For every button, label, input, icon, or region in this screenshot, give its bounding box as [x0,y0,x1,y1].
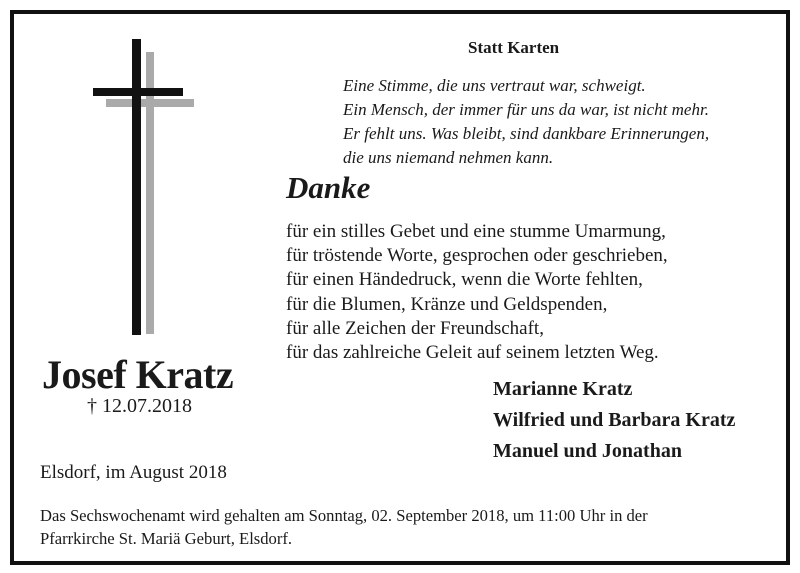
family-member: Marianne Kratz [493,378,633,400]
thanks-line: für die Blumen, Kränze und Geldspenden, [286,293,608,315]
family-member: Manuel und Jonathan [493,440,682,462]
thanks-line: für ein stilles Gebet und eine stumme Umarmung, [286,221,666,242]
notice-line: Das Sechswochenamt wird gehalten am Sonntag, 02. September 2018, um 11:00 Uhr in der [40,506,648,525]
poem-line: Er fehlt uns. Was bleibt, sind dankbare Erinnerungen, [343,124,710,143]
danke-heading: Danke [286,170,371,205]
mass-notice [40,504,770,550]
poem [343,74,709,170]
deceased-name: Josef Kratz [42,352,234,397]
thanks-line: für einen Händedruck, wenn die Worte fehlten, [286,269,643,291]
poem-line: Ein Mensch, der immer für uns da war, ist nicht mehr. [343,100,709,119]
header-statt-karten: Statt Karten [468,38,560,57]
family-signatures [493,374,735,467]
thanks-line: für tröstende Worte, gesprochen oder geschrieben, [286,245,668,267]
poem-line: die uns niemand nehmen kann. [343,148,554,167]
family-member: Wilfried und Barbara Kratz [493,409,736,431]
thanks-line: für das zahlreiche Geleit auf seinem letzten Weg. [286,342,659,364]
thanks-list [286,220,668,365]
thanks-line: für alle Zeichen der Freundschaft, [286,317,544,339]
death-date: † 12.07.2018 [87,395,192,417]
notice-line: Pfarrkirche St. Mariä Geburt, Elsdorf. [40,529,293,548]
place-date: Elsdorf, im August 2018 [40,462,227,483]
poem-line: Eine Stimme, die uns vertraut war, schweigt. [343,76,646,95]
